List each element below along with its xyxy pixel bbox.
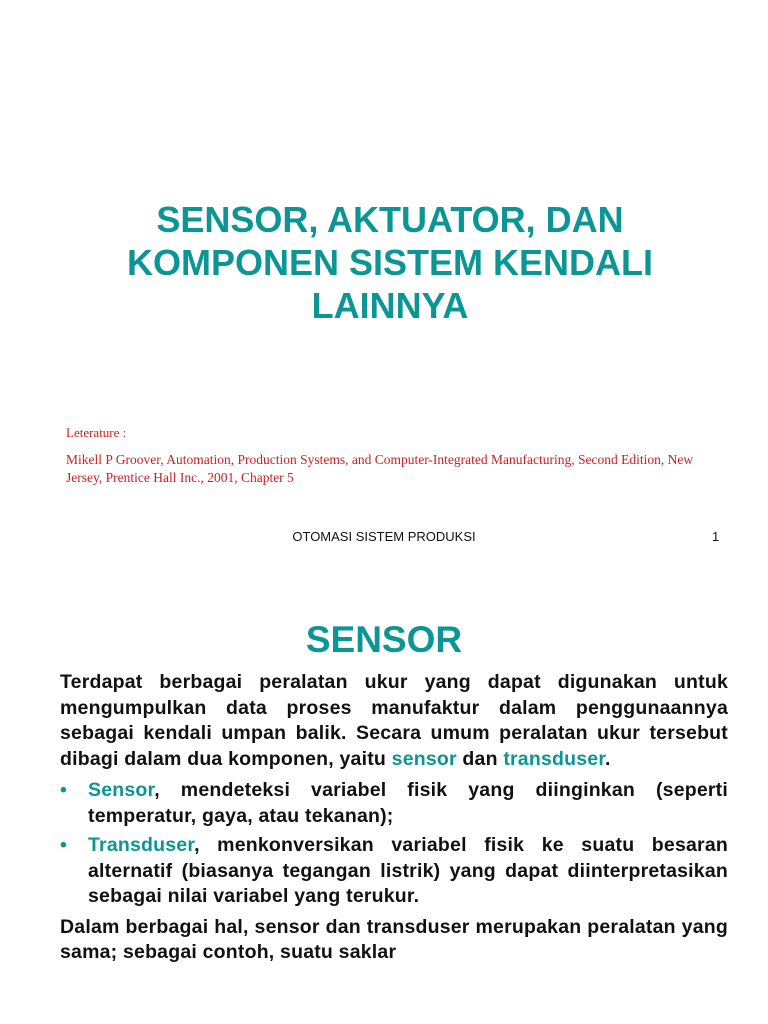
- bullet-icon: •: [60, 834, 68, 856]
- bullet-text: , menkonversikan variabel fisik ke suatu besaran alternatif (biasanya tegangan listrik) yang dapat diinterpretasikan sebagai nilai variabel yang terukur.: [88, 834, 728, 907]
- list-item: [60, 778, 728, 829]
- title-line: KOMPONEN SISTEM KENDALI: [126, 242, 654, 283]
- bullet-term: Sensor: [88, 779, 155, 801]
- intro-paragraph: [60, 670, 728, 772]
- intro-end: .: [605, 747, 611, 770]
- slide-title-heading: [40, 198, 740, 327]
- term-transduser: transduser: [503, 747, 606, 770]
- slide-sensor-heading: SENSOR: [305, 619, 463, 660]
- closing-paragraph: Dalam berbagai hal, sensor dan transduser merupakan peralatan yang sama; sebagai contoh, suatu saklar: [60, 915, 728, 963]
- slide-sensor-body: [60, 670, 728, 966]
- intro-middle: dan: [456, 747, 504, 770]
- reference-text: Mikell P Groover, Automation, Production Systems, and Computer-Integrated Manufacturing, Second Edition, New Jersey, Prentice Hall Inc., 2001, Chapter 5: [66, 452, 694, 485]
- list-item: [60, 833, 728, 910]
- bullet-icon: •: [60, 779, 68, 801]
- slide-sensor: [0, 560, 768, 1024]
- bullet-text: , mendeteksi variabel fisik yang diinginkan (seperti temperatur, gaya, atau tekanan);: [88, 779, 728, 827]
- page-number: 1: [712, 529, 720, 544]
- definition-list: [60, 778, 728, 910]
- title-line: SENSOR, AKTUATOR, DAN: [156, 199, 624, 240]
- term-sensor: sensor: [391, 747, 457, 770]
- bullet-term: Transduser: [88, 834, 195, 856]
- slide-footer: OTOMASI SISTEM PRODUKSI: [292, 529, 476, 544]
- title-line: LAINNYA: [311, 285, 469, 326]
- reference-label: Leterature :: [66, 425, 127, 440]
- intro-text: Terdapat berbagai peralatan ukur yang dapat digunakan untuk mengumpulkan data proses manufaktur dalam penggunaannya sebagai kendali umpan balik. Secara umum peralatan ukur tersebut dibagi dalam dua komponen, yaitu: [60, 671, 728, 770]
